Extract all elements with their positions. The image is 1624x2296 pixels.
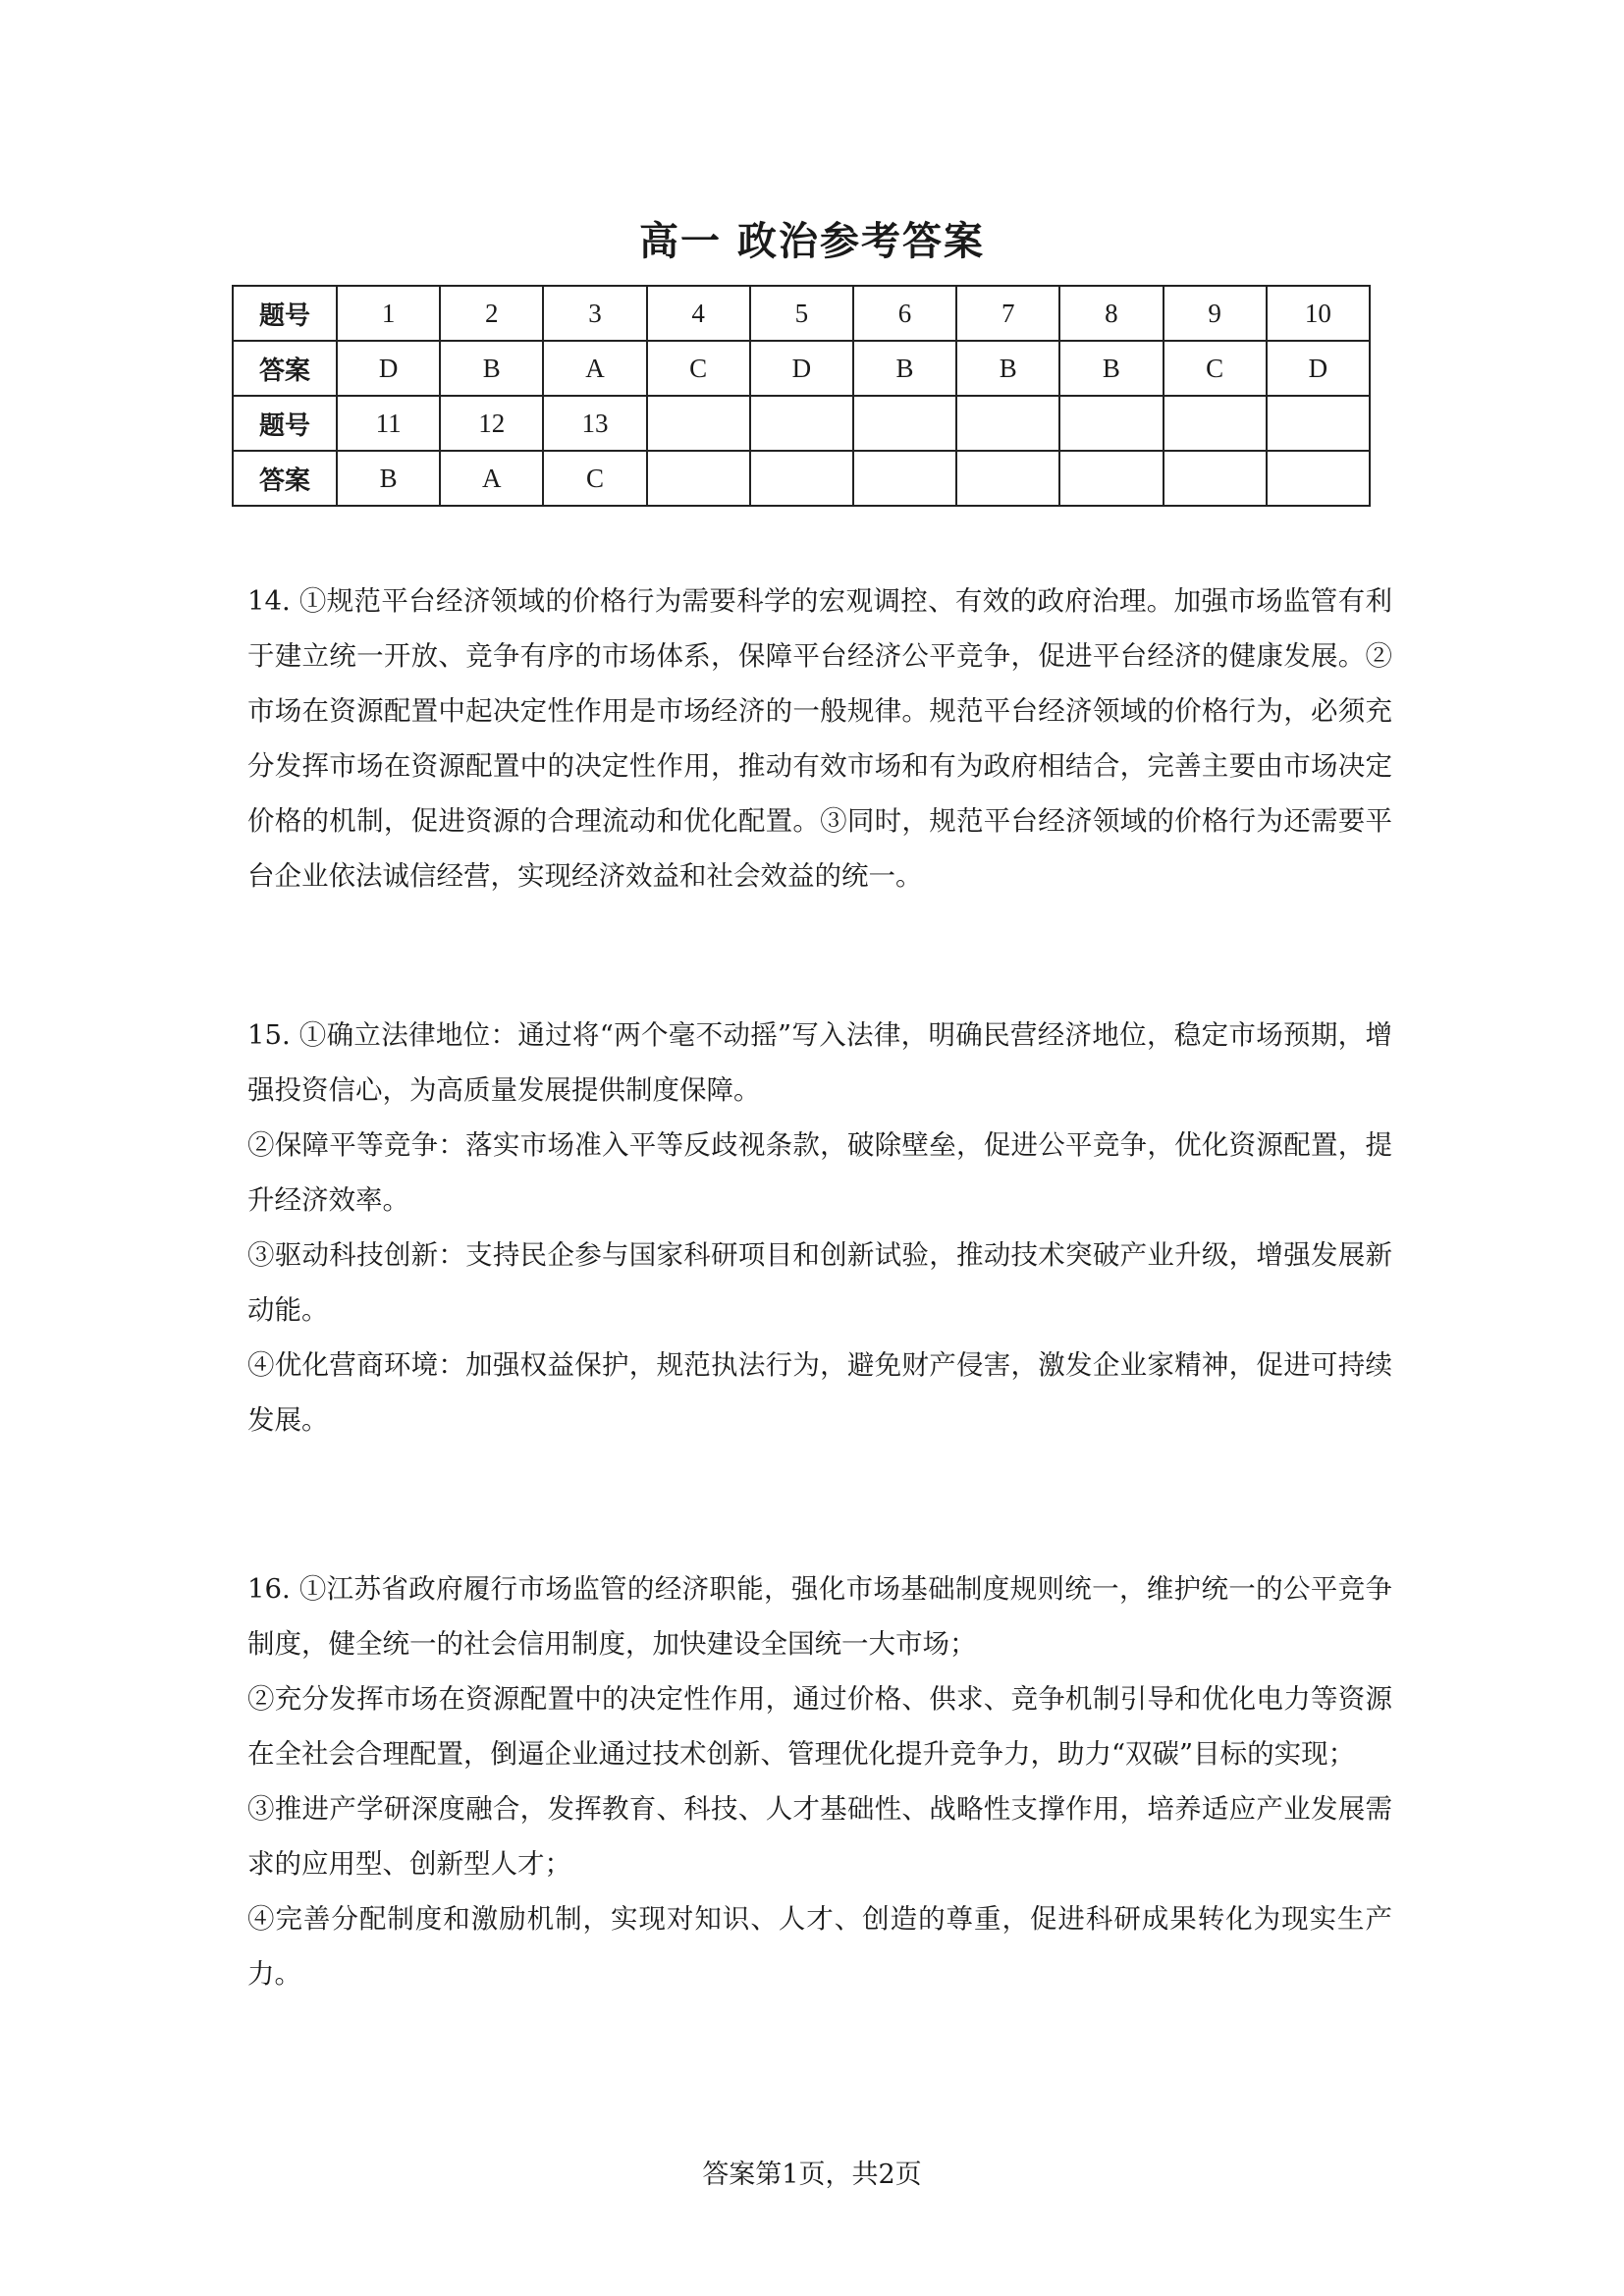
table-cell: B	[337, 451, 440, 506]
table-row	[233, 341, 1370, 396]
answer-16	[247, 1561, 1392, 2001]
answer-15-point-3: ③驱动科技创新：支持民企参与国家科研项目和创新试验，推动技术突破产业升级，增强发展新动能。	[247, 1239, 1392, 1326]
table-cell: 13	[543, 396, 646, 451]
table-cell: C	[543, 451, 646, 506]
table-cell	[1164, 396, 1267, 451]
answer-15-point-4: ④优化营商环境：加强权益保护，规范执法行为，避免财产侵害，激发企业家精神，促进可持续发展。	[247, 1349, 1392, 1436]
table-row	[233, 451, 1370, 506]
table-cell: C	[647, 341, 750, 396]
table-cell: C	[1164, 341, 1267, 396]
table-cell: B	[956, 341, 1059, 396]
table-cell	[647, 451, 750, 506]
table-cell: 7	[956, 286, 1059, 341]
page-title: 高一 政治参考答案	[639, 219, 985, 264]
table-cell: A	[440, 451, 543, 506]
table-cell: B	[440, 341, 543, 396]
table-cell: 10	[1267, 286, 1370, 341]
page-footer: 答案第1页，共2页	[702, 2159, 922, 2190]
table-cell: 2	[440, 286, 543, 341]
table-cell: 3	[543, 286, 646, 341]
answer-14	[247, 574, 1392, 903]
row-header: 答案	[233, 451, 337, 506]
table-row	[233, 396, 1370, 451]
answer-16-point-4: ④完善分配制度和激励机制，实现对知识、人才、创造的尊重，促进科研成果转化为现实生产力。	[247, 1903, 1392, 1990]
answer-16-point-2: ②充分发挥市场在资源配置中的决定性作用，通过价格、供求、竞争机制引导和优化电力等资源在全社会合理配置，倒逼企业通过技术创新、管理优化提升竞争力，助力“双碳”目标的实现；	[247, 1683, 1392, 1770]
table-cell	[853, 396, 956, 451]
table-cell: 9	[1164, 286, 1267, 341]
table-cell: 8	[1059, 286, 1163, 341]
answer-16-point-1: 16. ①江苏省政府履行市场监管的经济职能，强化市场基础制度规则统一，维护统一的公平竞争制度，健全统一的社会信用制度，加快建设全国统一大市场；	[247, 1573, 1392, 1660]
table-cell	[1267, 396, 1370, 451]
table-cell	[956, 451, 1059, 506]
table-cell	[1164, 451, 1267, 506]
row-header: 答案	[233, 341, 337, 396]
row-header: 题号	[233, 286, 337, 341]
table-cell: D	[1267, 341, 1370, 396]
table-cell: D	[750, 341, 853, 396]
answer-15-point-2: ②保障平等竞争：落实市场准入平等反歧视条款，破除壁垒，促进公平竞争，优化资源配置，提升经济效率。	[247, 1129, 1392, 1216]
answer-table	[232, 285, 1371, 507]
table-row	[233, 286, 1370, 341]
answer-14-text: 14. ①规范平台经济领域的价格行为需要科学的宏观调控、有效的政府治理。加强市场监管有利于建立统一开放、竞争有序的市场体系，保障平台经济公平竞争，促进平台经济的健康发展。②市场在资源配置中起决定性作用是市场经济的一般规律。规范平台经济领域的价格行为，必须充分发挥市场在资源配置中的决定性作用，推动有效市场和有为政府相结合，完善主要由市场决定价格的机制，促进资源的合理流动和优化配置。③同时，规范平台经济领域的价格行为还需要平台企业依法诚信经营，实现经济效益和社会效益的统一。	[247, 585, 1392, 892]
table-cell: 1	[337, 286, 440, 341]
table-cell	[853, 451, 956, 506]
table-cell: A	[543, 341, 646, 396]
answer-15-point-1: 15. ①确立法律地位：通过将“两个毫不动摇”写入法律，明确民营经济地位，稳定市场预期，增强投资信心，为高质量发展提供制度保障。	[247, 1019, 1392, 1106]
answer-16-point-3: ③推进产学研深度融合，发挥教育、科技、人才基础性、战略性支撑作用，培养适应产业发展需求的应用型、创新型人才；	[247, 1793, 1392, 1880]
table-cell	[1267, 451, 1370, 506]
table-cell: B	[1059, 341, 1163, 396]
table-cell: 6	[853, 286, 956, 341]
table-cell: 4	[647, 286, 750, 341]
table-cell: B	[853, 341, 956, 396]
table-cell: D	[337, 341, 440, 396]
answer-15	[247, 1008, 1392, 1448]
table-cell	[647, 396, 750, 451]
table-cell	[1059, 396, 1163, 451]
table-cell: 12	[440, 396, 543, 451]
table-cell	[1059, 451, 1163, 506]
table-cell	[750, 451, 853, 506]
table-cell	[750, 396, 853, 451]
table-cell: 5	[750, 286, 853, 341]
row-header: 题号	[233, 396, 337, 451]
table-cell: 11	[337, 396, 440, 451]
table-cell	[956, 396, 1059, 451]
